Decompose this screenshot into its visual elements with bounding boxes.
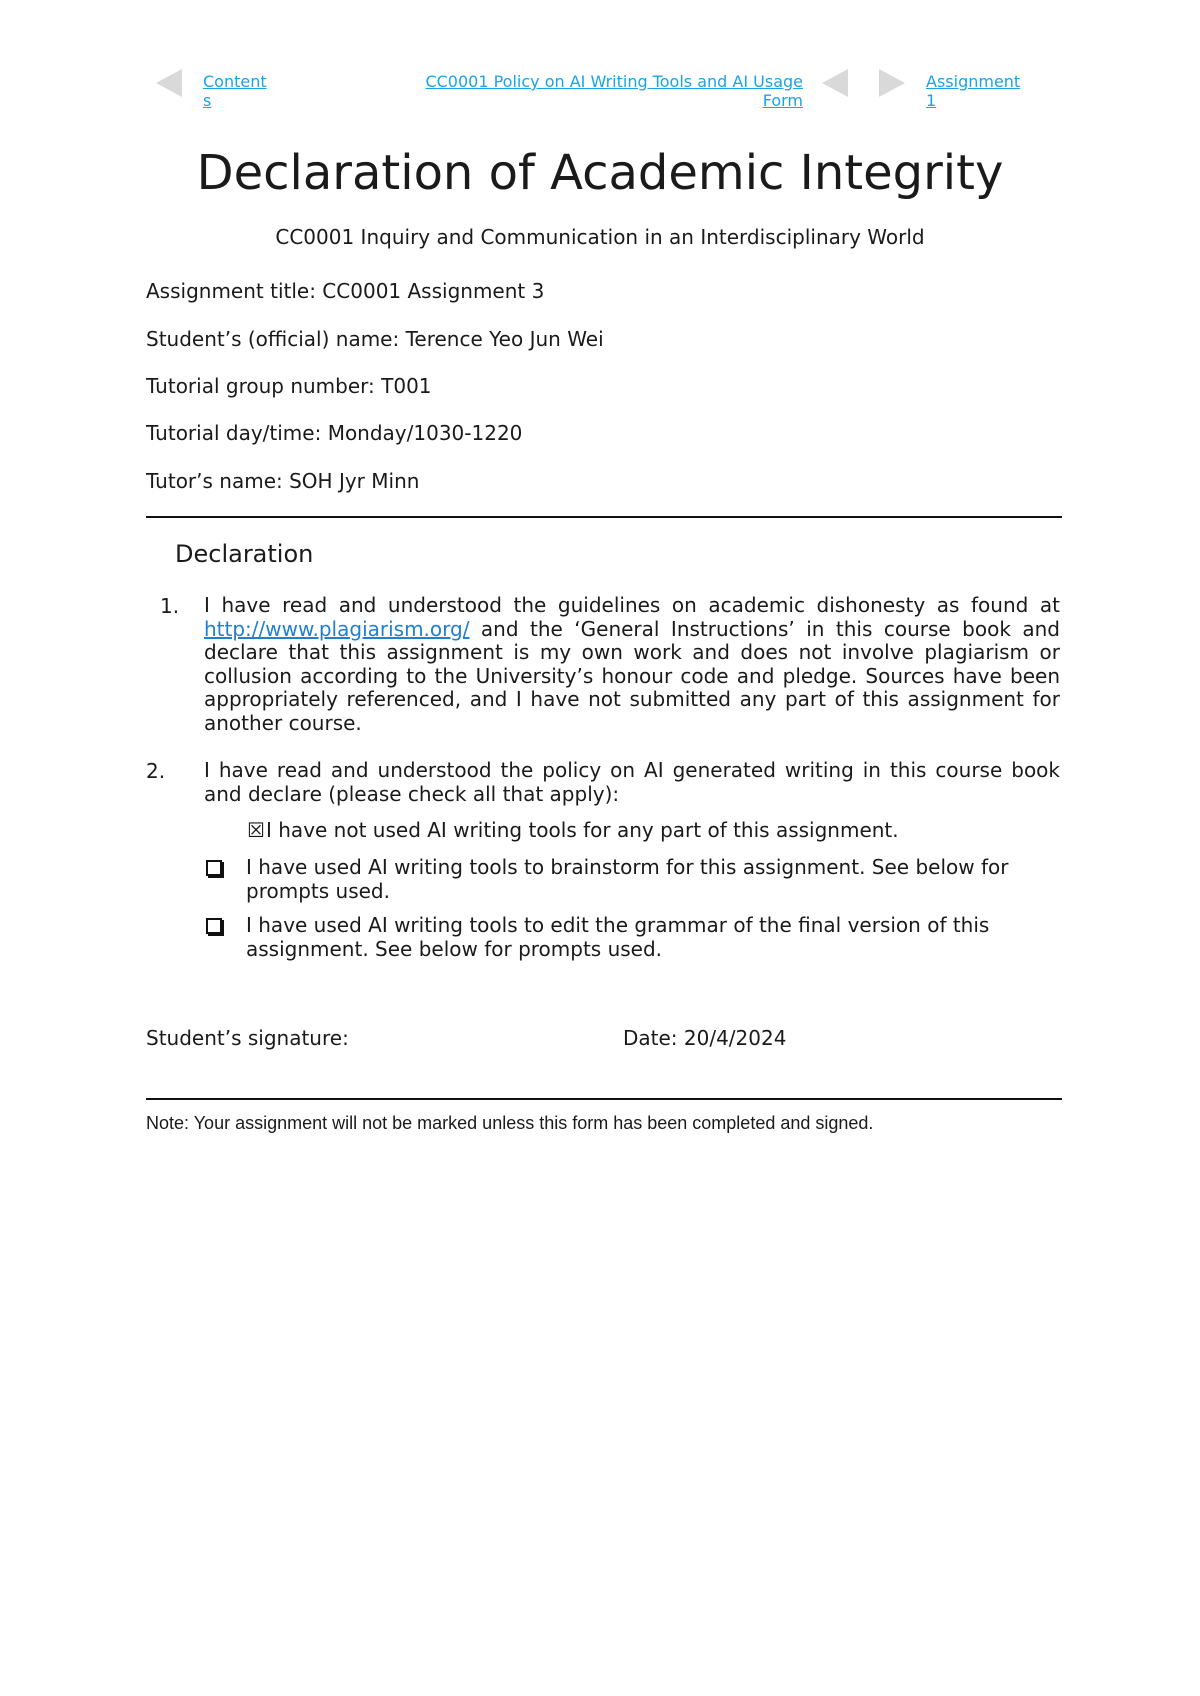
nav-back-contents-icon[interactable] [156, 69, 182, 97]
nav-previous-icon[interactable] [822, 69, 848, 97]
option-3-label: I have used AI writing tools to edit the grammar of the final version of this assignment. See below for prompts used. [246, 913, 990, 961]
plagiarism-link[interactable]: http://www.plagiarism.org/ [204, 616, 470, 641]
date-field: Date: 20/4/2024 [623, 1026, 787, 1050]
contents-link[interactable]: Contents [203, 72, 267, 110]
item-1-text-start: I have read and understood the guidelines on academic dishonesty as found at [204, 593, 1060, 617]
tutorial-group-field: Tutorial group number: T001 [146, 374, 432, 398]
declaration-heading: Declaration [175, 540, 314, 568]
signature-label: Student’s signature: [146, 1026, 349, 1050]
nav-next-icon[interactable] [879, 69, 905, 97]
option-1-checkbox[interactable]: ☒ [247, 818, 265, 842]
assignment-link[interactable]: Assignment 1 [926, 72, 1021, 110]
option-3-checkbox[interactable] [206, 918, 222, 934]
student-name-field: Student’s (official) name: Terence Yeo Jun Wei [146, 327, 604, 351]
tutor-name-field: Tutor’s name: SOH Jyr Minn [146, 469, 420, 493]
item-1-text [204, 594, 1060, 735]
assignment-title-field: Assignment title: CC0001 Assignment 3 [146, 279, 545, 303]
option-2-checkbox[interactable] [206, 860, 222, 876]
tutorial-time-field: Tutorial day/time: Monday/1030-1220 [146, 421, 523, 445]
note-text: Note: Your assignment will not be marked unless this form has been completed and signed. [146, 1113, 874, 1133]
item-1-number: 1. [160, 594, 180, 618]
policy-link[interactable]: CC0001 Policy on AI Writing Tools and AI Usage Form [425, 72, 803, 110]
item-1-text-end: and the ‘General Instructions’ in this course book and declare that this assignment is my own work and does not involve plagiarism or collusion according to the University’s honour code and pledge. Sources have been appropriately referenced, and I have not submitted any part of this assignment for another course. [204, 616, 1060, 735]
item-2-text: I have read and understood the policy on AI generated writing in this course book and declare (please check all that apply): [204, 758, 1060, 806]
top-divider [146, 516, 1062, 518]
bottom-divider [146, 1098, 1062, 1100]
item-2-number: 2. [146, 759, 166, 783]
option-2-label: I have used AI writing tools to brainstorm for this assignment. See below for prompts used. [246, 855, 1009, 903]
page-title: Declaration of Academic Integrity [196, 145, 1004, 201]
course-subtitle: CC0001 Inquiry and Communication in an Interdisciplinary World [275, 225, 925, 249]
option-1-label: I have not used AI writing tools for any part of this assignment. [266, 818, 899, 842]
